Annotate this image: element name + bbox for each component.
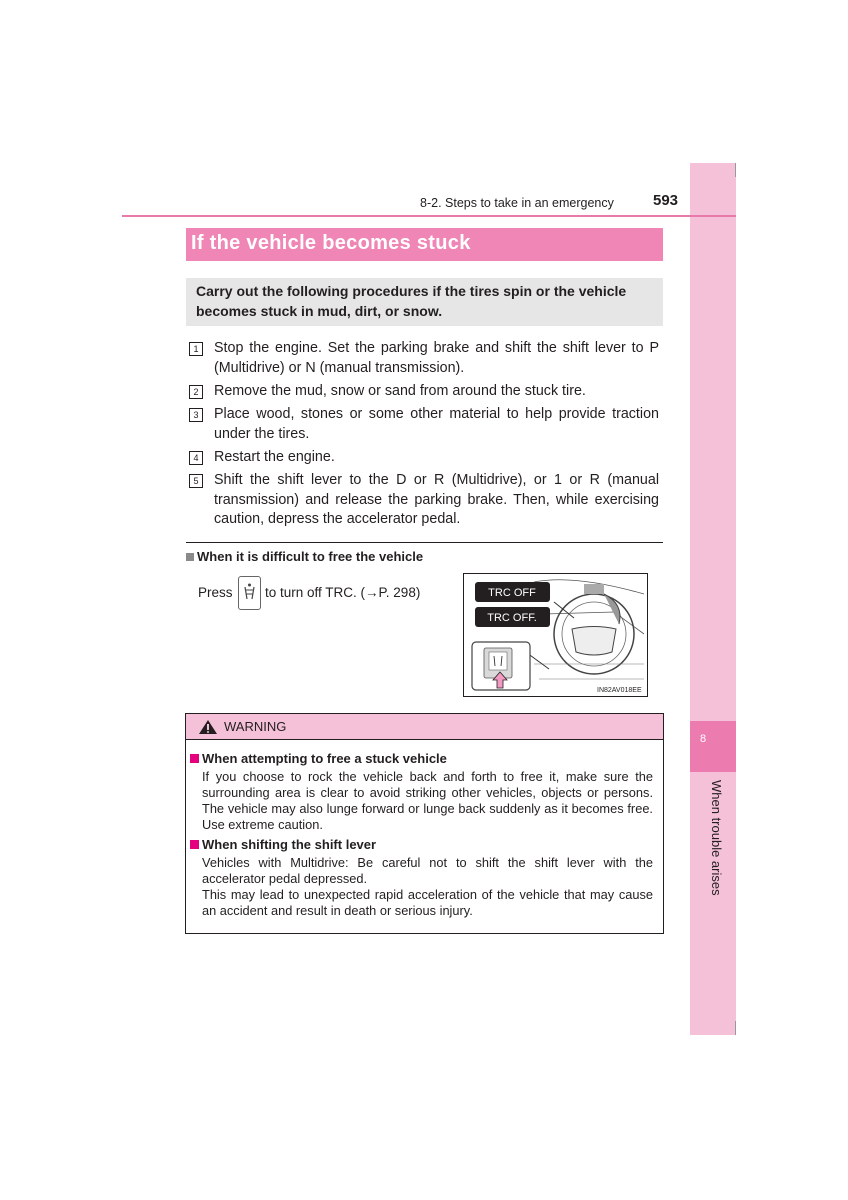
step-item xyxy=(189,339,659,378)
step-item xyxy=(189,471,659,530)
trc-off-switch-icon xyxy=(238,576,261,610)
section-title: If the vehicle becomes stuck xyxy=(191,232,471,254)
warning-paragraph: This may lead to unexpected rapid acceleration of the vehicle that may cause an accident and result in death or serious injury. xyxy=(202,887,653,918)
step-text: Shift the shift lever to the D or R (Multidrive), or 1 or R (manual transmission) and release the parking brake. Then, while exercising caution, depress the accelerator pedal. xyxy=(214,472,659,527)
step-item xyxy=(189,405,659,444)
step-text: Remove the mud, snow or sand from around the stuck tire. xyxy=(214,383,586,399)
crop-mark xyxy=(735,163,736,177)
trc-off-label-bottom: TRC OFF. xyxy=(487,612,537,624)
warning-item-heading-text: When attempting to free a stuck vehicle xyxy=(202,751,447,766)
step-number: 1 xyxy=(189,342,203,356)
warning-paragraph: If you choose to rock the vehicle back and forth to free it, make sure the surrounding area is clear to avoid striking other vehicles, objects or persons. The vehicle may also lunge forward or lunge back suddenly as it becomes free. Use extreme caution. xyxy=(202,769,653,832)
illustration-code: IN82AV018EE xyxy=(597,687,642,694)
step-number: 2 xyxy=(189,385,203,399)
trc-off-label-top: TRC OFF xyxy=(488,587,536,599)
press-suffix: to turn off TRC. (→P. 298) xyxy=(265,585,421,600)
warning-header xyxy=(186,714,663,740)
step-number: 3 xyxy=(189,408,203,422)
page-number: 593 xyxy=(653,192,679,209)
magenta-square-icon xyxy=(190,840,199,849)
warning-paragraph: Vehicles with Multidrive: Be careful not to shift the shift lever with the accelerator pedal depressed. xyxy=(202,855,653,886)
step-text: Stop the engine. Set the parking brake and shift the shift lever to P (Multidrive) or N (manual transmission). xyxy=(214,340,659,376)
warning-label: WARNING xyxy=(224,719,287,734)
chapter-number: 8 xyxy=(700,733,707,745)
step-number: 4 xyxy=(189,451,203,465)
step-item xyxy=(189,382,659,402)
trc-off-illustration xyxy=(463,573,648,697)
chapter-number-tab[interactable] xyxy=(690,721,736,772)
step-number: 5 xyxy=(189,474,203,488)
subsection-rule xyxy=(186,542,663,543)
warning-item-heading xyxy=(190,837,376,852)
press-label: Press xyxy=(198,585,233,600)
square-bullet-icon xyxy=(186,553,194,561)
warning-item-heading xyxy=(190,751,447,766)
subsection-heading-text: When it is difficult to free the vehicle xyxy=(197,549,424,564)
header-rule xyxy=(122,215,736,217)
step-text: Restart the engine. xyxy=(214,449,335,465)
crop-mark xyxy=(735,1021,736,1035)
warning-triangle-icon xyxy=(198,719,218,735)
warning-item-heading-text: When shifting the shift lever xyxy=(202,837,377,852)
header-section-title: 8-2. Steps to take in an emergency xyxy=(420,196,614,210)
step-text: Place wood, stones or some other material to help provide traction under the tires. xyxy=(214,406,659,442)
step-item xyxy=(189,448,659,468)
chapter-title: When trouble arises xyxy=(709,780,724,896)
press-instruction xyxy=(198,585,233,601)
intro-box xyxy=(186,278,663,326)
subsection-heading xyxy=(186,549,423,564)
section-title-bar xyxy=(186,228,663,261)
magenta-square-icon xyxy=(190,754,199,763)
intro-text: Carry out the following procedures if the tires spin or the vehicle becomes stuck in mud, dirt, or snow. xyxy=(196,283,627,319)
